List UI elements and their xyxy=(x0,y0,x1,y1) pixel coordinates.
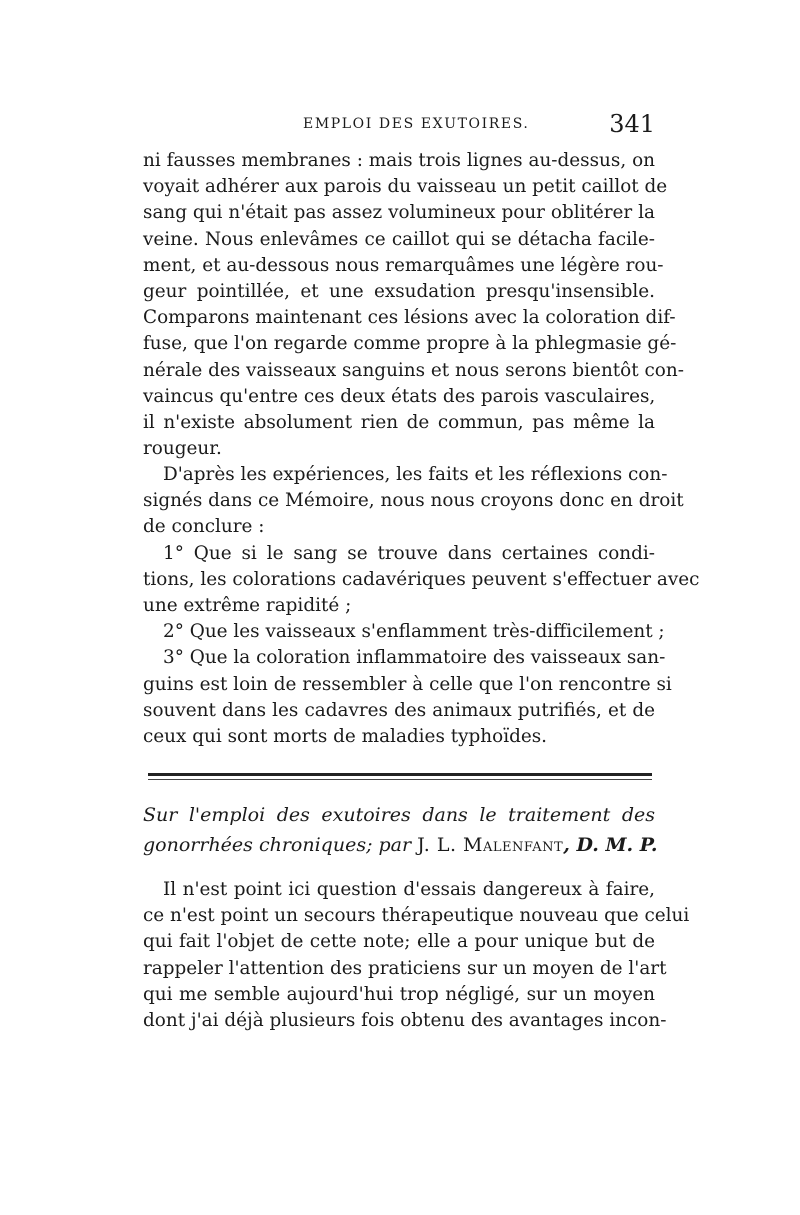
text-line: 2° Que les vaisseaux s'enflamment très-difficilement ; xyxy=(163,621,665,643)
text-line: ment, et au-dessous nous remarquâmes une légère rou- xyxy=(143,254,664,276)
text-line: sang qui n'était pas assez volumineux pour oblitérer la xyxy=(143,202,655,224)
text-line: de conclure : xyxy=(143,516,265,538)
text-line: geur pointillée, et une exsudation presqu'insensible. xyxy=(143,280,655,302)
text-line: guins est loin de ressembler à celle que l'on rencontre si xyxy=(143,673,672,695)
text-line: D'après les expériences, les faits et les réflexions con- xyxy=(163,464,668,485)
text-line: souvent dans les cadavres des animaux putrifiés, et de xyxy=(143,699,655,721)
paragraph-article-body xyxy=(143,877,690,1034)
section-divider-thin xyxy=(148,779,652,780)
running-head xyxy=(143,112,655,142)
page-number: 341 xyxy=(609,110,655,138)
paragraph-conclusions xyxy=(143,462,700,750)
text-line: 3° Que la coloration inflammatoire des vaisseaux san- xyxy=(163,647,666,669)
text-line: veine. Nous enlevâmes ce caillot qui se détacha facile- xyxy=(143,228,655,250)
title-line: Sur l'emploi des exutoires dans le traitement des xyxy=(143,804,655,826)
text-line: ceux qui sont morts de maladies typhoïdes. xyxy=(143,725,548,747)
title-line xyxy=(143,830,658,860)
paragraph-continuation xyxy=(143,148,684,462)
text-line: rappeler l'attention des praticiens sur un moyen de l'art xyxy=(143,957,667,979)
text-line: vaincus qu'entre ces deux états des parois vasculaires, xyxy=(143,385,656,407)
text-line: qui fait l'objet de cette note; elle a pour unique but de xyxy=(143,931,655,953)
text-line: il n'existe absolument rien de commun, pas même la xyxy=(143,411,655,433)
title-text: gonorrhées chroniques; par xyxy=(143,834,412,856)
text-line: nérale des vaisseaux sanguins et nous serons bientôt con- xyxy=(143,359,684,381)
text-line: une extrême rapidité ; xyxy=(143,594,352,616)
text-line: rougeur. xyxy=(143,438,222,460)
text-line: 1° Que si le sang se trouve dans certaines condi- xyxy=(163,542,655,564)
author-name: J. L. Malenfant xyxy=(417,834,564,856)
text-line: ni fausses membranes : mais trois lignes au-dessus, on xyxy=(143,150,655,171)
text-line: tions, les colorations cadavériques peuvent s'effectuer avec xyxy=(143,568,700,590)
author-credential: , D. M. P. xyxy=(563,834,658,856)
text-line: fuse, que l'on regarde comme propre à la phlegmasie gé- xyxy=(143,333,677,355)
text-line: voyait adhérer aux parois du vaisseau un petit caillot de xyxy=(143,176,668,198)
text-line: ce n'est point un secours thérapeutique nouveau que celui xyxy=(143,905,690,927)
text-line: Comparons maintenant ces lésions avec la coloration dif- xyxy=(143,307,676,329)
running-title: EMPLOI DES EXUTOIRES. xyxy=(303,116,530,132)
text-line: qui me semble aujourd'hui trop négligé, sur un moyen xyxy=(143,983,655,1005)
text-line: dont j'ai déjà plusieurs fois obtenu des avantages incon- xyxy=(143,1009,667,1031)
text-line: signés dans ce Mémoire, nous nous croyons donc en droit xyxy=(143,490,684,512)
text-line: Il n'est point ici question d'essais dangereux à faire, xyxy=(163,879,655,900)
article-title xyxy=(143,800,658,860)
section-divider xyxy=(148,773,652,776)
